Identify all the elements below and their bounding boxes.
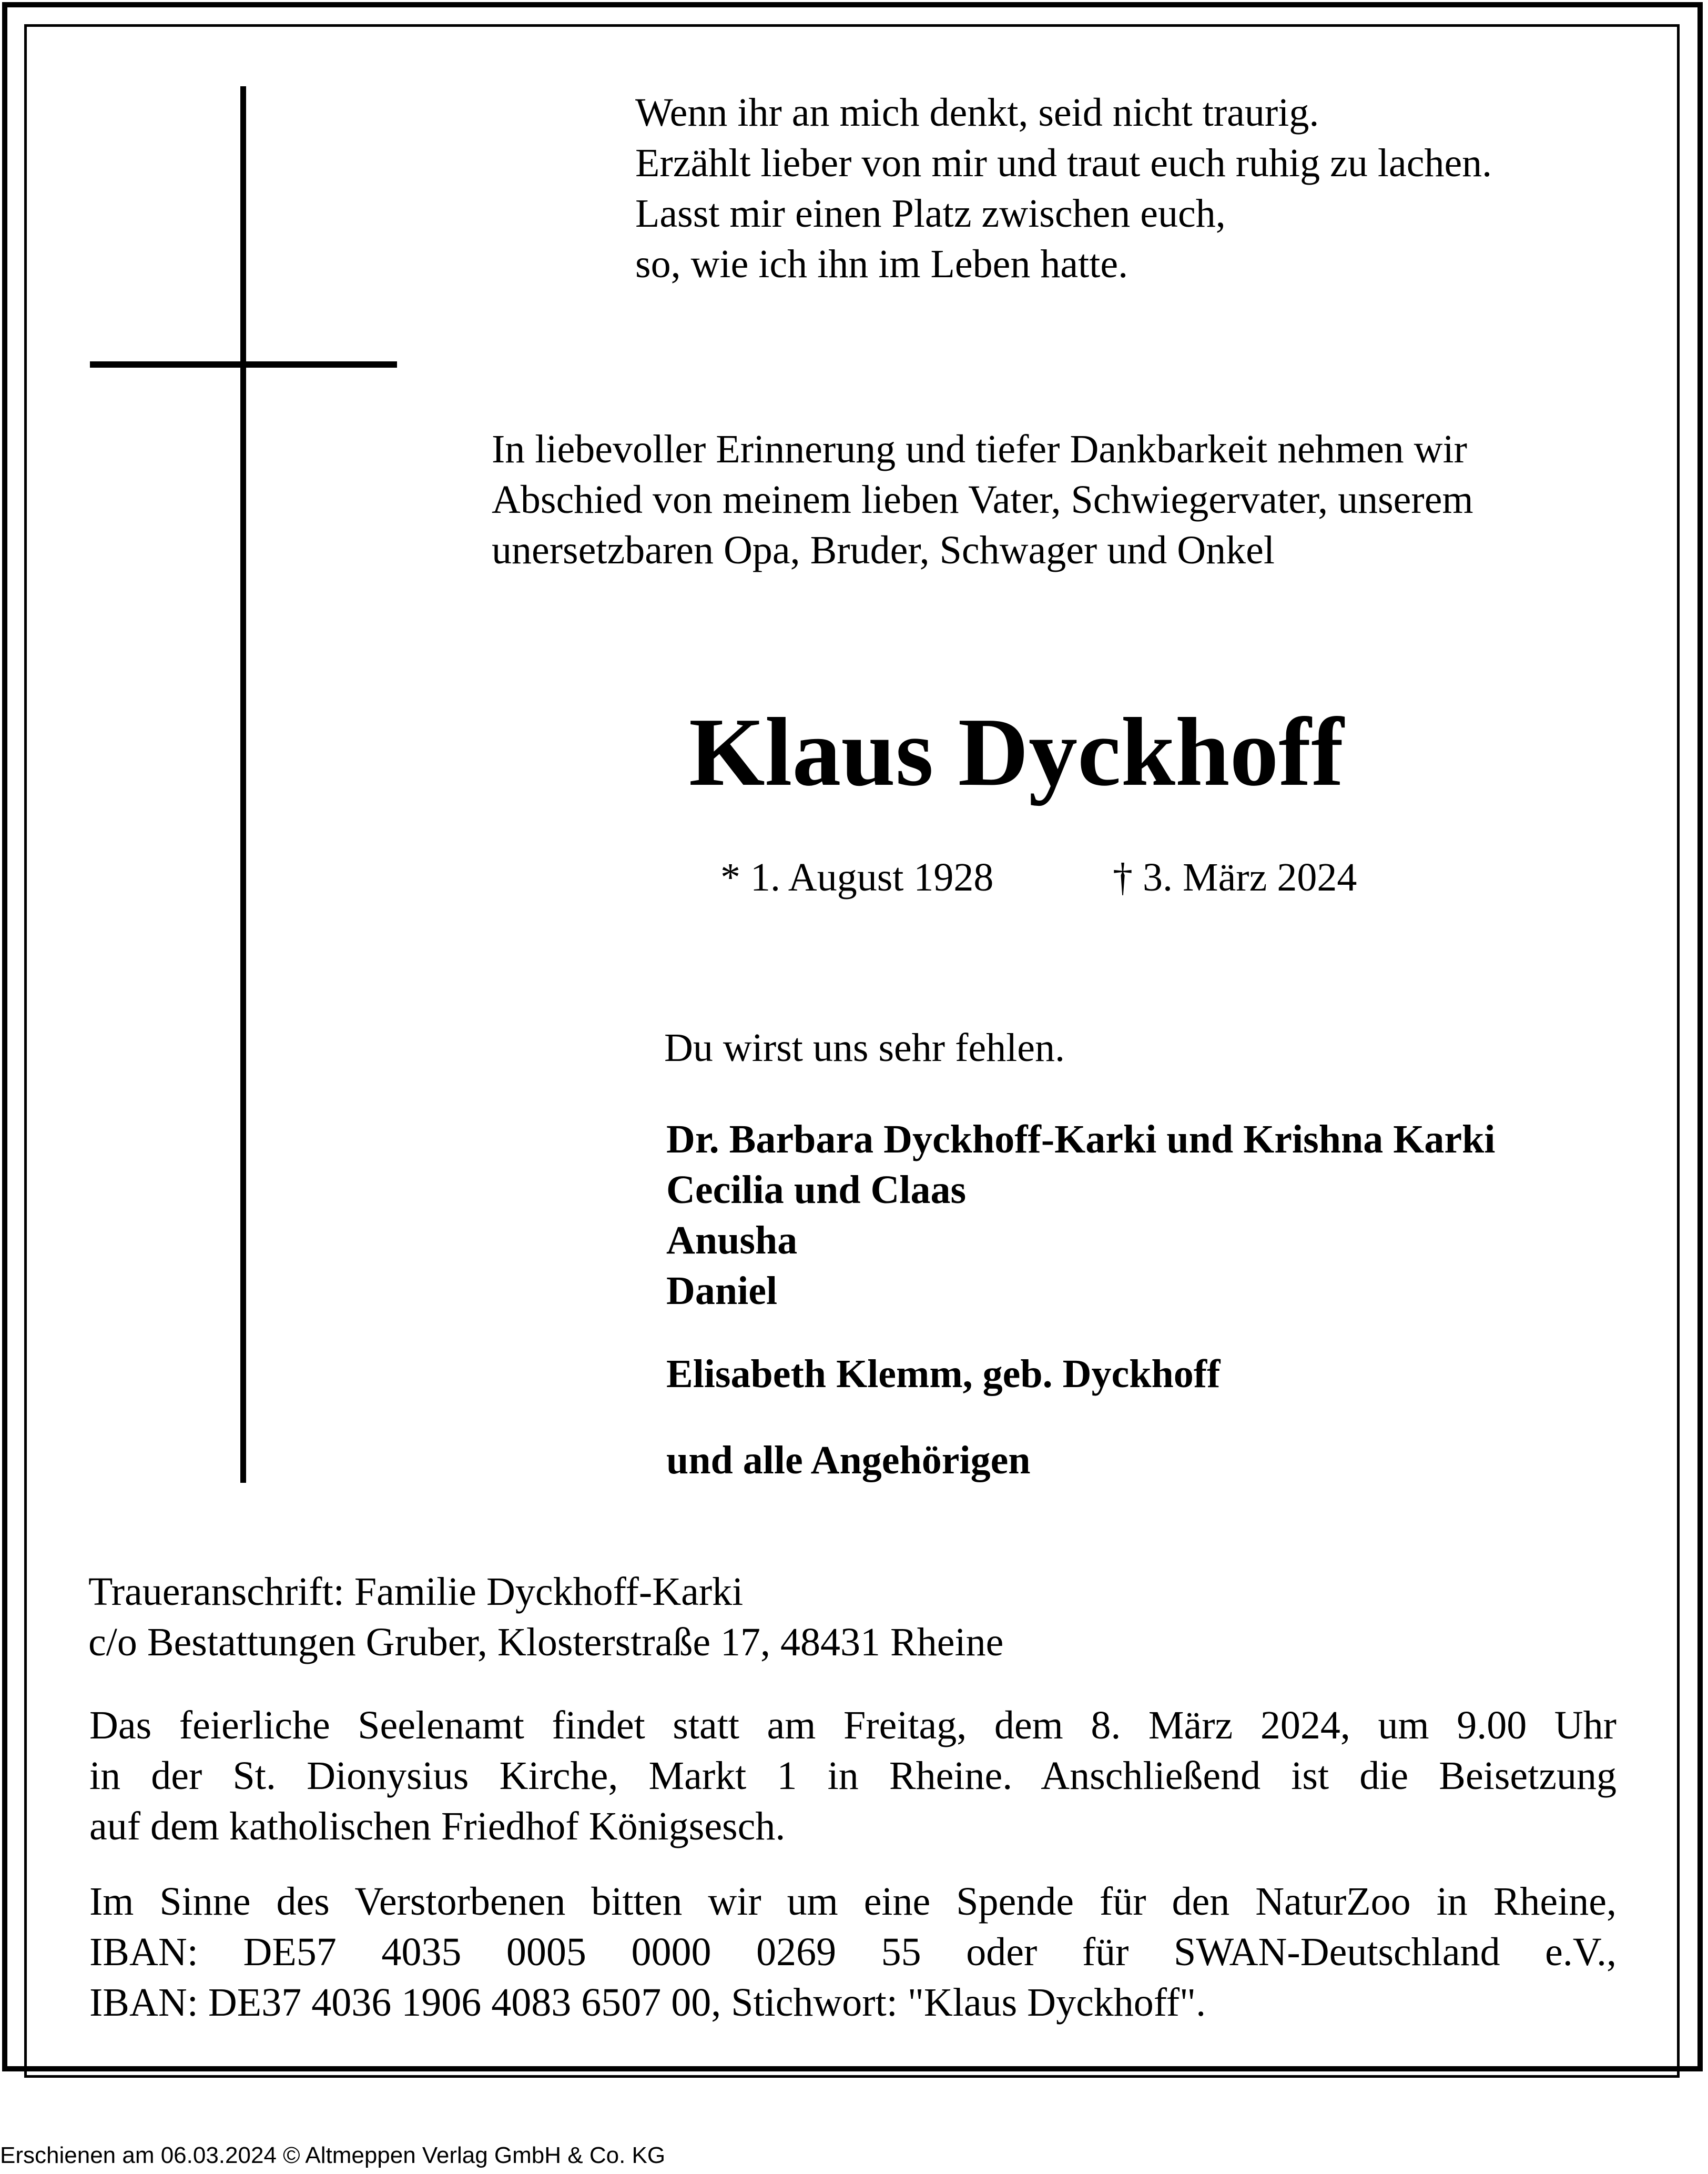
poem-line: so, wie ich ihn im Leben hatte.: [635, 242, 1128, 286]
family-group-2: Elisabeth Klemm, geb. Dyckhoff: [666, 1352, 1221, 1396]
poem-line: Erzählt lieber von mir und traut euch ruhig zu lachen.: [635, 141, 1492, 185]
mass-line: in der St. Dionysius Kirche, Markt 1 in Rheine. Anschließend ist die Beisetzung: [89, 1754, 1616, 1798]
death-date: † 3. März 2024: [1113, 855, 1357, 899]
poem-line: Lasst mir einen Platz zwischen euch,: [635, 191, 1226, 236]
family-member: Anusha: [666, 1218, 798, 1262]
address-line: Traueranschrift: Familie Dyckhoff-Karki: [88, 1570, 744, 1614]
family-group-1: [666, 1114, 1495, 1316]
donation-info: [89, 1876, 1616, 2028]
intro-line: unersetzbaren Opa, Bruder, Schwager und Onkel: [492, 528, 1275, 572]
poem-line: Wenn ihr an mich denkt, seid nicht traurig.: [635, 90, 1319, 135]
intro-line: In liebevoller Erinnerung und tiefer Dankbarkeit nehmen wir: [492, 427, 1467, 471]
donation-line: IBAN: DE57 4035 0005 0000 0269 55 oder für SWAN-Deutschland e.V.,: [89, 1930, 1616, 1974]
family-member: Cecilia und Claas: [666, 1168, 967, 1212]
family-member: Dr. Barbara Dyckhoff-Karki und Krishna Karki: [666, 1117, 1496, 1161]
intro-line: Abschied von meinem lieben Vater, Schwiegervater, unserem: [492, 478, 1473, 522]
mass-line: Das feierliche Seelenamt findet statt am Freitag, dem 8. März 2024, um 9.00 Uhr: [89, 1703, 1616, 1747]
poem: [635, 87, 1492, 289]
cross-icon-horizontal-bar: [90, 361, 397, 368]
donation-line: Im Sinne des Verstorbenen bitten wir um eine Spende für den NaturZoo in Rheine,: [89, 1879, 1616, 1924]
publication-footer: Erschienen am 06.03.2024 © Altmeppen Verlag GmbH & Co. KG: [0, 2142, 666, 2168]
address-line: c/o Bestattungen Gruber, Klosterstraße 17, 48431 Rheine: [88, 1620, 1004, 1664]
mourning-address: [88, 1566, 1003, 1667]
deceased-name: Klaus Dyckhoff: [689, 698, 1344, 806]
intro-text: [492, 424, 1473, 575]
mass-line: auf dem katholischen Friedhof Königsesch.: [89, 1804, 786, 1848]
missing-text: Du wirst uns sehr fehlen.: [664, 1026, 1065, 1070]
cross-icon-vertical-bar: [240, 86, 246, 1483]
donation-line: IBAN: DE37 4036 1906 4083 6507 00, Stichwort: "Klaus Dyckhoff".: [89, 1980, 1206, 2025]
family-member: Daniel: [666, 1269, 778, 1313]
family-group-3: und alle Angehörigen: [666, 1438, 1031, 1482]
mass-info: [89, 1700, 1616, 1852]
birth-date: * 1. August 1928: [720, 855, 994, 899]
